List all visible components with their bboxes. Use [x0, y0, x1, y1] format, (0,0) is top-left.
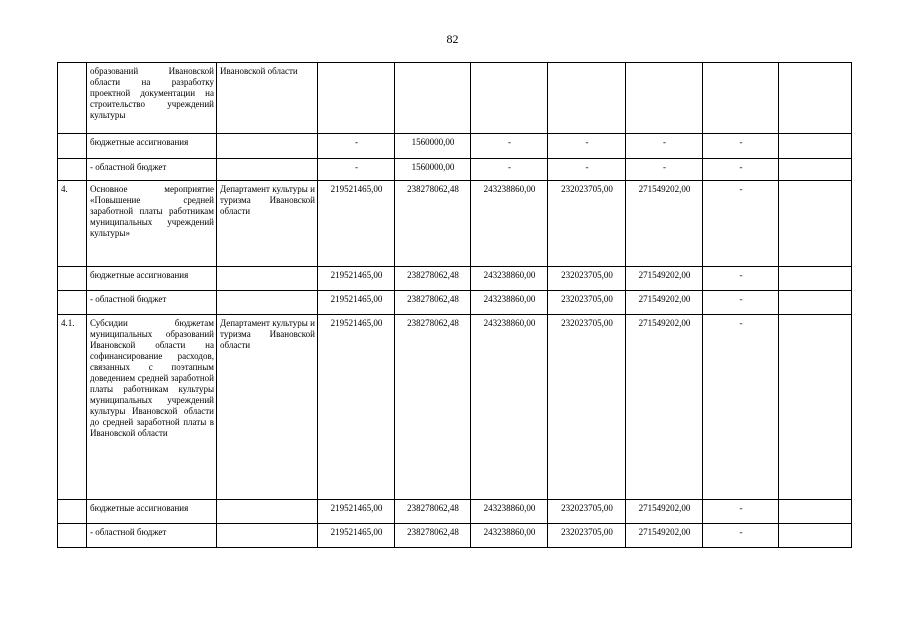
- cell-value: 238278062,48: [395, 500, 471, 524]
- cell-executor: [217, 267, 318, 291]
- cell-value: -: [703, 267, 779, 291]
- cell-value: -: [703, 315, 779, 500]
- cell-number: [58, 134, 87, 159]
- cell-value: 219521465,00: [318, 291, 395, 315]
- cell-value: -: [703, 181, 779, 267]
- cell-value: 219521465,00: [318, 500, 395, 524]
- cell-number: [58, 500, 87, 524]
- cell-activity-name: Основное мероприятие «Повышение средней заработной платы работникам муниципальных учреждений культуры»: [87, 181, 217, 267]
- cell-value: [626, 63, 703, 134]
- cell-value: [395, 63, 471, 134]
- cell-value: [318, 63, 395, 134]
- cell-value: 232023705,00: [548, 291, 626, 315]
- cell-value: 219521465,00: [318, 267, 395, 291]
- cell-value: -: [318, 134, 395, 159]
- cell-value: [779, 291, 852, 315]
- cell-value: [779, 500, 852, 524]
- cell-value: 243238860,00: [471, 267, 548, 291]
- cell-number: [58, 63, 87, 134]
- cell-value: 232023705,00: [548, 267, 626, 291]
- cell-value: [548, 63, 626, 134]
- cell-value: 271549202,00: [626, 291, 703, 315]
- cell-value: 238278062,48: [395, 315, 471, 500]
- cell-value: 271549202,00: [626, 315, 703, 500]
- cell-value: 243238860,00: [471, 524, 548, 548]
- cell-value: -: [626, 134, 703, 159]
- cell-value: -: [318, 159, 395, 181]
- cell-number: [58, 291, 87, 315]
- cell-number: 4.1.: [58, 315, 87, 500]
- cell-value: -: [703, 159, 779, 181]
- table-row: [58, 181, 852, 267]
- cell-value: 1560000,00: [395, 134, 471, 159]
- cell-value: -: [471, 134, 548, 159]
- cell-value: 232023705,00: [548, 500, 626, 524]
- cell-value: 219521465,00: [318, 315, 395, 500]
- table-row: [58, 291, 852, 315]
- cell-value: 219521465,00: [318, 524, 395, 548]
- cell-value: 219521465,00: [318, 181, 395, 267]
- table-row: [58, 500, 852, 524]
- cell-value: -: [471, 159, 548, 181]
- table-row: [58, 315, 852, 500]
- cell-executor: Департамент культуры и туризма Ивановской области: [217, 315, 318, 500]
- cell-value: 238278062,48: [395, 181, 471, 267]
- cell-activity-name: бюджетные ассигнования: [87, 500, 217, 524]
- page-number: 82: [446, 32, 459, 46]
- cell-activity-name: - областной бюджет: [87, 524, 217, 548]
- cell-number: [58, 267, 87, 291]
- cell-activity-name: - областной бюджет: [87, 159, 217, 181]
- cell-executor: [217, 524, 318, 548]
- cell-value: [779, 181, 852, 267]
- cell-number: [58, 159, 87, 181]
- table-row: [58, 63, 852, 134]
- cell-activity-name: Субсидии бюджетам муниципальных образований Ивановской области на софинансирование расходов, связанных с поэтапным доведением средней заработной платы работникам культуры муниципальных учреждений культуры Ивановской области до средней заработной платы в Ивановской области: [87, 315, 217, 500]
- cell-executor: [217, 291, 318, 315]
- budget-table: [57, 62, 852, 548]
- table-row: [58, 524, 852, 548]
- cell-number: [58, 524, 87, 548]
- cell-value: -: [548, 159, 626, 181]
- cell-value: 238278062,48: [395, 524, 471, 548]
- cell-value: [779, 524, 852, 548]
- cell-value: -: [703, 500, 779, 524]
- cell-value: -: [548, 134, 626, 159]
- cell-value: -: [703, 291, 779, 315]
- cell-value: [779, 267, 852, 291]
- cell-value: 271549202,00: [626, 500, 703, 524]
- cell-value: [779, 159, 852, 181]
- cell-value: 243238860,00: [471, 500, 548, 524]
- cell-value: [779, 134, 852, 159]
- cell-value: -: [626, 159, 703, 181]
- cell-activity-name: - областной бюджет: [87, 291, 217, 315]
- cell-executor: [217, 159, 318, 181]
- table-row: [58, 267, 852, 291]
- cell-value: 232023705,00: [548, 315, 626, 500]
- cell-value: [779, 315, 852, 500]
- cell-activity-name: бюджетные ассигнования: [87, 134, 217, 159]
- cell-executor: Ивановской области: [217, 63, 318, 134]
- cell-value: [779, 63, 852, 134]
- cell-executor: [217, 134, 318, 159]
- cell-number: 4.: [58, 181, 87, 267]
- cell-value: [703, 63, 779, 134]
- cell-value: 232023705,00: [548, 181, 626, 267]
- table-row: [58, 159, 852, 181]
- cell-value: -: [703, 524, 779, 548]
- cell-value: 243238860,00: [471, 291, 548, 315]
- cell-executor: Департамент культуры и туризма Ивановской области: [217, 181, 318, 267]
- cell-activity-name: бюджетные ассигнования: [87, 267, 217, 291]
- cell-value: 271549202,00: [626, 524, 703, 548]
- cell-value: 232023705,00: [548, 524, 626, 548]
- table-row: [58, 134, 852, 159]
- cell-value: 238278062,48: [395, 267, 471, 291]
- cell-value: 271549202,00: [626, 181, 703, 267]
- cell-executor: [217, 500, 318, 524]
- cell-value: [471, 63, 548, 134]
- cell-value: 238278062,48: [395, 291, 471, 315]
- cell-value: 243238860,00: [471, 315, 548, 500]
- cell-activity-name: образований Ивановской области на разработку проектной документации на строительство учреждений культуры: [87, 63, 217, 134]
- cell-value: 271549202,00: [626, 267, 703, 291]
- cell-value: 1560000,00: [395, 159, 471, 181]
- cell-value: -: [703, 134, 779, 159]
- cell-value: 243238860,00: [471, 181, 548, 267]
